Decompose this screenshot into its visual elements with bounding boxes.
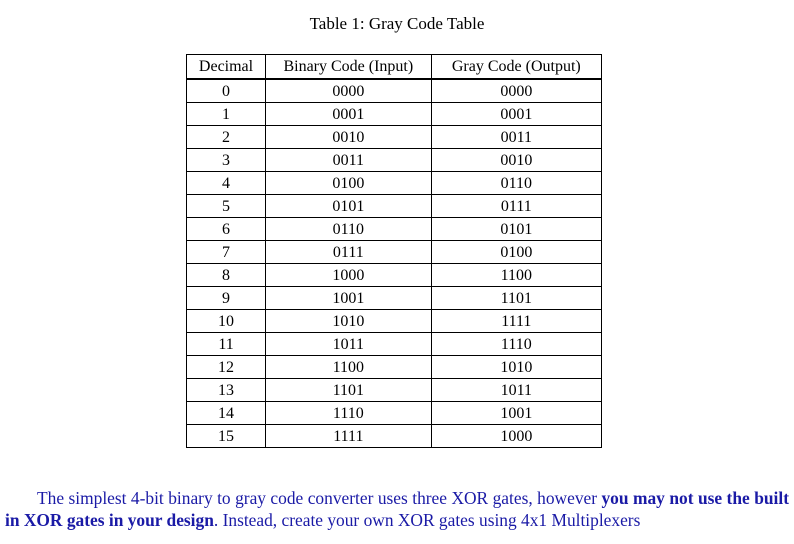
- decimal-cell: 4: [187, 172, 266, 195]
- paragraph-text-start: The simplest 4-bit binary to gray code converter uses three XOR gates, however: [37, 488, 602, 509]
- gray-cell: 1110: [431, 333, 601, 356]
- gray-cell: 1100: [431, 264, 601, 287]
- gray-cell: 1011: [431, 379, 601, 402]
- binary-cell: 0010: [266, 126, 432, 149]
- table-row: [187, 379, 602, 402]
- table-row: [187, 402, 602, 425]
- gray-cell: 0010: [431, 149, 601, 172]
- binary-cell: 1010: [266, 310, 432, 333]
- decimal-cell: 15: [187, 425, 266, 448]
- gray-cell: 0000: [431, 79, 601, 103]
- table-header-row: [187, 55, 602, 80]
- paragraph-emphasis: you may not use the built in XOR gates in your design: [5, 488, 789, 531]
- table-row: [187, 287, 602, 310]
- binary-cell: 1011: [266, 333, 432, 356]
- header-decimal: Decimal: [187, 55, 266, 80]
- table-row: [187, 310, 602, 333]
- table-row: [187, 103, 602, 126]
- gray-cell: 1000: [431, 425, 601, 448]
- instructions-paragraph: [5, 487, 789, 531]
- gray-cell: 1010: [431, 356, 601, 379]
- decimal-cell: 10: [187, 310, 266, 333]
- table-row: [187, 218, 602, 241]
- header-gray-code: Gray Code (Output): [431, 55, 601, 80]
- decimal-cell: 13: [187, 379, 266, 402]
- decimal-cell: 2: [187, 126, 266, 149]
- binary-cell: 0001: [266, 103, 432, 126]
- decimal-cell: 6: [187, 218, 266, 241]
- binary-cell: 0110: [266, 218, 432, 241]
- table-row: [187, 172, 602, 195]
- table-caption: Table 1: Gray Code Table: [309, 14, 485, 33]
- decimal-cell: 12: [187, 356, 266, 379]
- binary-cell: 0000: [266, 79, 432, 103]
- gray-cell: 0001: [431, 103, 601, 126]
- decimal-cell: 1: [187, 103, 266, 126]
- table-row: [187, 79, 602, 103]
- gray-cell: 1111: [431, 310, 601, 333]
- decimal-cell: 14: [187, 402, 266, 425]
- paragraph-text-end: . Instead, create your own XOR gates using 4x1 Multiplexers: [213, 510, 641, 531]
- gray-cell: 0100: [431, 241, 601, 264]
- table-row: [187, 195, 602, 218]
- table-row: [187, 425, 602, 448]
- decimal-cell: 8: [187, 264, 266, 287]
- gray-cell: 1101: [431, 287, 601, 310]
- decimal-cell: 7: [187, 241, 266, 264]
- table-row: [187, 333, 602, 356]
- table-row: [187, 241, 602, 264]
- decimal-cell: 0: [187, 79, 266, 103]
- gray-cell: 0011: [431, 126, 601, 149]
- gray-cell: 1001: [431, 402, 601, 425]
- table-row: [187, 264, 602, 287]
- binary-cell: 0101: [266, 195, 432, 218]
- decimal-cell: 11: [187, 333, 266, 356]
- binary-cell: 1111: [266, 425, 432, 448]
- binary-cell: 0011: [266, 149, 432, 172]
- gray-cell: 0111: [431, 195, 601, 218]
- binary-cell: 1110: [266, 402, 432, 425]
- header-binary-code: Binary Code (Input): [266, 55, 432, 80]
- gray-code-table: [186, 54, 602, 448]
- binary-cell: 0100: [266, 172, 432, 195]
- table-row: [187, 356, 602, 379]
- table-row: [187, 126, 602, 149]
- binary-cell: 1101: [266, 379, 432, 402]
- decimal-cell: 5: [187, 195, 266, 218]
- binary-cell: 1001: [266, 287, 432, 310]
- gray-cell: 0101: [431, 218, 601, 241]
- gray-cell: 0110: [431, 172, 601, 195]
- decimal-cell: 3: [187, 149, 266, 172]
- binary-cell: 0111: [266, 241, 432, 264]
- binary-cell: 1100: [266, 356, 432, 379]
- table-row: [187, 149, 602, 172]
- binary-cell: 1000: [266, 264, 432, 287]
- decimal-cell: 9: [187, 287, 266, 310]
